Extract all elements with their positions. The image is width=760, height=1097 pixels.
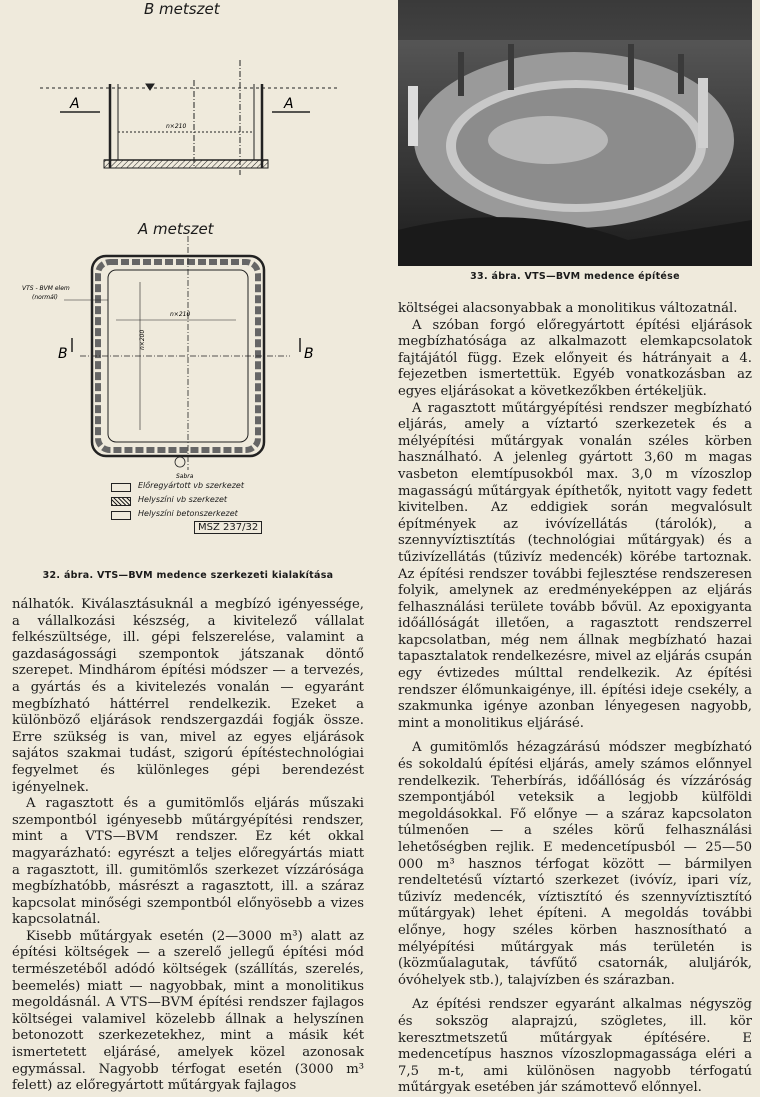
legend-swatch-concrete — [111, 511, 131, 520]
left-paragraph-3: Kisebb műtárgyak esetén (2—3000 m³) alatt az építési költségek — a szerelő jellegű építési mód természetéből adódó költségek (szállítás, szerelés, beemelés) miatt — nagyobbak, mint a monolitikus megoldásnál. A VTS—BVM építési rendszer fajlagos költségei valamivel közelebb állnak a helyszínen betonozott szerkezetekhez, mint a másik két ismertetett eljárásé, amelyek közel azonosak egymással. Nagyobb térfogat esetén (3000 m³ felett) az előregyártott műtárgyak fajlagos — [12, 928, 364, 1094]
section-b-drawing — [40, 60, 340, 175]
element-note-2: (normál) — [32, 294, 58, 301]
left-column-text — [12, 597, 364, 1095]
section-mark-a-left: A — [70, 96, 80, 112]
legend-swatch-cast-in-place — [111, 497, 131, 506]
right-paragraph-1: költségei alacsonyabbak a monolitikus változatnál. — [398, 301, 738, 316]
element-note: VTS - BVM elem — [22, 285, 70, 292]
dimension-n210: n×210 — [170, 311, 191, 318]
left-paragraph-1: nálhatók. Kiválasztásuknál a megbízó igényessége, a vállalkozási készség, a kivitelező vállalat felkészültsége, ill. gépi felszerelése, valamint a gazdaságossági szempontok játszanak döntő szerepet. Mindhárom építési módszer — a tervezés, a gyártás és a kivitelezés vonalán — egyaránt megbízható háttérrel rendelkezik. Ezeket a különböző eljárások rendszergazdái fogják össze. Erre szükség is van, mivel az egyes eljárások sajátos szakmai tudást, szigorú építéstechnológiai fegyelmet és különleges gépi berendezést igényelnek. — [12, 597, 364, 795]
figure-32-caption: 32. ábra. VTS—BVM medence szerkezeti kialakítása — [42, 570, 334, 581]
right-column-text — [398, 301, 752, 1097]
figure-33-caption: 33. ábra. VTS—BVM medence építése — [470, 271, 680, 282]
section-mark-a-right: A — [284, 96, 294, 112]
right-paragraph-5: Az építési rendszer egyaránt alkalmas négyszög és sokszög alaprajzú, szögletes, ill. kör keresztmetszetű műtárgyak építésére. E medencetípus hasznos vízoszlopmagassága eléri a 7,5 m-t, ami különösen nagyobb térfogatú műtárgyak esetében jár számottevő előnnyel. — [398, 997, 752, 1096]
legend-concrete: Helyszíni betonszerkezet — [138, 509, 238, 518]
right-paragraph-3: A ragasztott műtárgyépítési rendszer megbízható eljárás, amely a víztartó szerkezetek és a mélyépítési műtárgyak vonalán széles körben használható. A jelenleg gyártott 3,60 m magas vasbeton elemtípusokból max. 3,0 m vízoszlop magasságú műtárgyak építhetők, nyitott vagy fedett kivitelben. Az eddigiek során megvalósult építmények az ivóvízellátás (tárolók), a szennyvíztisztítás (technológiai műtárgyak) és a tűzivízellátás (tűzivíz medencék) körébe tartoznak. Az építési rendszer további fejlesztése rendszeresen folyik, amelynek az eredményeképpen az eljárás felhasználási területe tovább bővül. Az epoxigyanta időállóságát illetően, a ragasztott rendszerrel kapcsolatban, még nem állnak megbízható hazai tapasztalatok rendelkezésre, mivel az eljárás csupán egy évtizedes múlttal rendelkezik. Az építési rendszer élőmunkaigénye, ill. építési ideje csekély, a szakmunka igénye azonban lényegesen nagyobb, mint a monolitikus eljárásé. — [398, 400, 752, 731]
figure-33-photo — [398, 0, 752, 266]
plate-label: Sabra — [176, 473, 194, 480]
legend-precast: Előregyártott vb szerkezet — [138, 481, 244, 490]
section-a-drawing — [64, 236, 300, 470]
section-mark-b-left: B — [58, 346, 68, 362]
right-paragraph-2: A szóban forgó előregyártott építési eljárások megbízhatósága az alkalmazott elemkapcsolatok fajtájától függ. Ezek előnyeit és hátrányait a 4. fejezetben ismertettük. Egyéb vonatkozásban az egyes eljárásokat a következőkben értékeljük. — [398, 317, 752, 399]
right-paragraph-4: A gumitömlős hézagzárású módszer megbízható és sokoldalú építési eljárás, amely számos előnnyel rendelkezik. Teherbírás, időállóság és vízzáróság szempontjából veteksik a legjobb külföldi megoldásokkal. Fő előnye — a száraz kapcsolaton túlmenően — a széles körű felhasználási lehetőségben rejlik. E medencetípusból — 25—50 000 m³ hasznos térfogat között — bármilyen rendeltetésű víztartó szerkezet (ivóvíz, ipari víz, tűzivíz medencék, víztisztító és szennyvíztisztító műtárgyak) lehet építeni. A megoldás további előnye, hogy széles körben hasznosítható a mélyépítési műtárgyak más területén is (közműalagutak, távfűtő csatornák, aluljárók, óvóhelyek stb.), talajvízben és szárazban. — [398, 740, 752, 988]
section-a-label: A metszet — [138, 220, 214, 238]
section-b-label: B metszet — [144, 0, 220, 18]
section-mark-b-right: B — [304, 346, 314, 362]
standard-number: MSZ 237/32 — [194, 521, 262, 534]
dimension-n210-b: n×210 — [166, 123, 187, 130]
left-paragraph-2: A ragasztott és a gumitömlős eljárás műszaki szempontból igényesebb műtárgyépítési rendszer, mint a VTS—BVM rendszer. Ez két okkal magyarázható: egyrészt a teljes előregyártás miatt a ragasztott, ill. gumitömlős szerkezet vízzárósága megbízhatóbb, másrészt a ragasztott, ill. a száraz kapcsolat minőségi szempontból előnyösebb a vizes kapcsolatnál. — [12, 796, 364, 928]
legend-cast-in-place: Helyszíni vb szerkezet — [138, 495, 228, 504]
dimension-n200: n×200 — [139, 329, 146, 350]
legend-swatch-precast — [111, 483, 131, 492]
